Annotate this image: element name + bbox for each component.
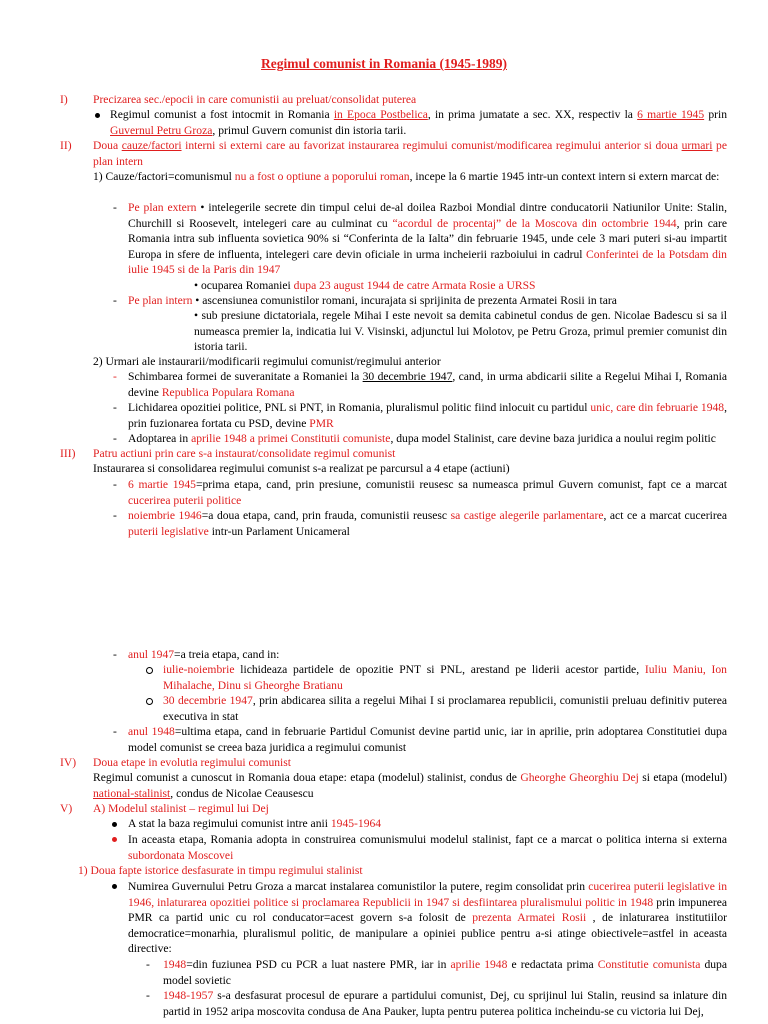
- dash-marker: -: [113, 478, 117, 491]
- dash-marker: -: [146, 958, 150, 971]
- paragraph: Lichidarea opozitiei politice, PNL si PNT, in Romania, pluralismul politic fiind inlocuit cu partidul unic, care din februarie 1948, prin fuzionarea fortata cu PSD, devine PMR: [128, 401, 727, 430]
- section-number: II): [60, 139, 72, 152]
- paragraph: • ocuparea Romaniei dupa 23 august 1944 de catre Armata Rosie a URSS: [194, 279, 536, 292]
- paragraph: anul 1948=ultima etapa, cand in februarie Partidul Comunist devine partid unic, iar in aprilie, prin adoptarea Constitutiei dupa model comunist se creea baza juridica a regimului comunist: [128, 725, 727, 754]
- section-heading: Doua cauze/factori interni si externi care au favorizat instaurarea regimului comunist/modificarea regimului anterior si doua urmari pe plan intern: [93, 139, 727, 168]
- paragraph: In aceasta etapa, Romania adopta in construirea comunismului modelul stalinist, fapt ce a marcat o politica interna si externa subordonata Moscovei: [128, 833, 727, 862]
- section-number: IV): [60, 756, 77, 769]
- paragraph: A stat la baza regimului comunist intre anii 1945-1964: [128, 817, 382, 830]
- bullet-icon: [112, 837, 117, 842]
- dash-marker: -: [113, 432, 117, 445]
- paragraph: noiembrie 1946=a doua etapa, cand, prin frauda, comunistii reusesc sa castige alegerile parlamentare, act ce a marcat cucerirea puterii legislative intr-un Parlament Unicameral: [128, 509, 727, 538]
- paragraph: Numirea Guvernului Petru Groza a marcat instalarea comunistilor la putere, regim consolidat prin cucerirea puterii legislative in 1946, inlaturarea opozitiei politice si proclamarea Republicii in 1947 si desfiintarea pluralismului politic in 1948 prin impunerea PMR ca partid unic cu rol conducator=acest govern s-a folosit de prezenta Armatei Rosii , de inlaturarea institutiilor democratice=monarhia, pluralismul politic, de manipulare a opiniei publice pentru a-si atinge obiectivele=astfel in aceasta directive:: [128, 880, 727, 956]
- paragraph: • sub presiune dictatoriala, regele Mihai I este nevoit sa demita cabinetul condus de gen. Nicolae Badescu si sa il numeasca premier la, indicatia lui V. Visinski, adjunctul lui Molotov, pe Petru Groza, primul premier comunist din istoria tarii.: [194, 309, 727, 354]
- paragraph: anul 1947=a treia etapa, cand in:: [128, 648, 280, 661]
- paragraph: 1948=din fuziunea PSD cu PCR a luat nastere PMR, iar in aprilie 1948 e redactata prima Constitutie comunista dupa model sovietic: [163, 958, 727, 987]
- dash-marker: -: [113, 401, 117, 414]
- paragraph: 30 decembrie 1947, prin abdicarea silita a regelui Mihai I si proclamarea republicii, comunistii preluau definitiv puterea executiva in stat: [163, 694, 727, 723]
- circle-bullet-icon: [146, 667, 153, 674]
- paragraph: 1) Cauze/factori=comunismul nu a fost o optiune a poporului roman, incepe la 6 martie 1945 intr-un context intern si extern marcat de:: [93, 170, 720, 183]
- dash-marker: -: [113, 294, 117, 307]
- dash-marker: -: [146, 989, 150, 1002]
- dash-marker: -: [113, 509, 117, 522]
- subsection-heading: 1) Doua fapte istorice desfasurate in timpu regimului stalinist: [78, 864, 363, 877]
- paragraph: Regimul comunist a fost intocmit in Romania in Epoca Postbelica, in prima jumatate a sec. XX, respectiv la 6 martie 1945 prin Guvernul Petru Groza, primul Guvern comunist din istoria tarii.: [110, 108, 728, 137]
- circle-bullet-icon: [146, 698, 153, 705]
- section-heading: A) Modelul stalinist – regimul lui Dej: [93, 802, 269, 815]
- bullet-icon: [95, 113, 100, 118]
- paragraph: Regimul comunist a cunoscut in Romania doua etape: etapa (modelul) stalinist, condus de Gheorghe Gheorghiu Dej si etapa (modelul) national-stalinist, condus de Nicolae Ceausescu: [93, 771, 727, 800]
- paragraph: Pe plan intern • ascensiunea comunistilor romani, incurajata si sprijinita de prezenta Armatei Rosii in tara: [128, 294, 617, 307]
- section-number: V): [60, 802, 73, 815]
- paragraph: Instaurarea si consolidarea regimului comunist s-a realizat pe parcursul a 4 etape (actiuni): [93, 462, 510, 475]
- dash-marker: -: [113, 201, 117, 214]
- paragraph: Adoptarea in aprilie 1948 a primei Constitutii comuniste, dupa model Stalinist, care devine baza juridica a noului regim politic: [128, 432, 716, 445]
- section-heading: Precizarea sec./epocii in care comunistii au preluat/consolidat puterea: [93, 93, 417, 106]
- paragraph: Pe plan extern • intelegerile secrete din timpul celui de-al doilea Razboi Mondial dintre conducatorii Natiunilor Unite: Stalin, Churchill si Roosevelt, intelegeri care au culminat cu “acordul de procentaj” de la Moscova din octombrie 1944, prin care Romania intra sub influenta sovietica 90% si “Conferinta de la Ialta” din februarie 1945, unde cele 3 mari puteri si-au impartit Europa in sfere de influenta, intelegeri care devin oficiale in urma incheierii razboiului in cadrul Conferintei de la Potsdam din iulie 1945 si de la Paris din 1947: [128, 201, 728, 277]
- paragraph: 6 martie 1945=prima etapa, cand, prin presiune, comunistii reusesc sa numeasca primul Guvern comunist, fapt ce a marcat cucerirea puterii politice: [128, 478, 727, 507]
- dash-marker: -: [113, 370, 117, 383]
- bullet-icon: [112, 884, 117, 889]
- section-heading: Doua etape in evolutia regimului comunist: [93, 756, 292, 769]
- section-number: I): [60, 93, 68, 106]
- paragraph: 1948-1957 s-a desfasurat procesul de epurare a partidului comunist, Dej, cu sprijinul lui Stalin, reusind sa inlature din partid in 1952 aripa moscovita condusa de Ana Pauker, lupta pentru puterea politica incheindu-se cu victoria lui Dej,: [163, 989, 727, 1018]
- section-heading: Patru actiuni prin care s-a instaurat/consolidate regimul comunist: [93, 447, 396, 460]
- dash-marker: -: [113, 725, 117, 738]
- bullet-icon: [112, 822, 117, 827]
- document-title: Regimul comunist in Romania (1945-1989): [261, 56, 507, 71]
- dash-marker: -: [113, 648, 117, 661]
- paragraph: iulie-noiembrie lichideaza partidele de opozitie PNT si PNL, arestand pe liderii acestor partide, Iuliu Maniu, Ion Mihalache, Dinu si Gheorghe Bratianu: [163, 663, 727, 692]
- paragraph: Schimbarea formei de suveranitate a Romaniei la 30 decembrie 1947, cand, in urma abdicarii silite a Regelui Mihai I, Romania devine Republica Populara Romana: [128, 370, 728, 399]
- paragraph: 2) Urmari ale instaurarii/modificarii regimului comunist/regimului anterior: [93, 355, 441, 368]
- section-number: III): [60, 447, 76, 460]
